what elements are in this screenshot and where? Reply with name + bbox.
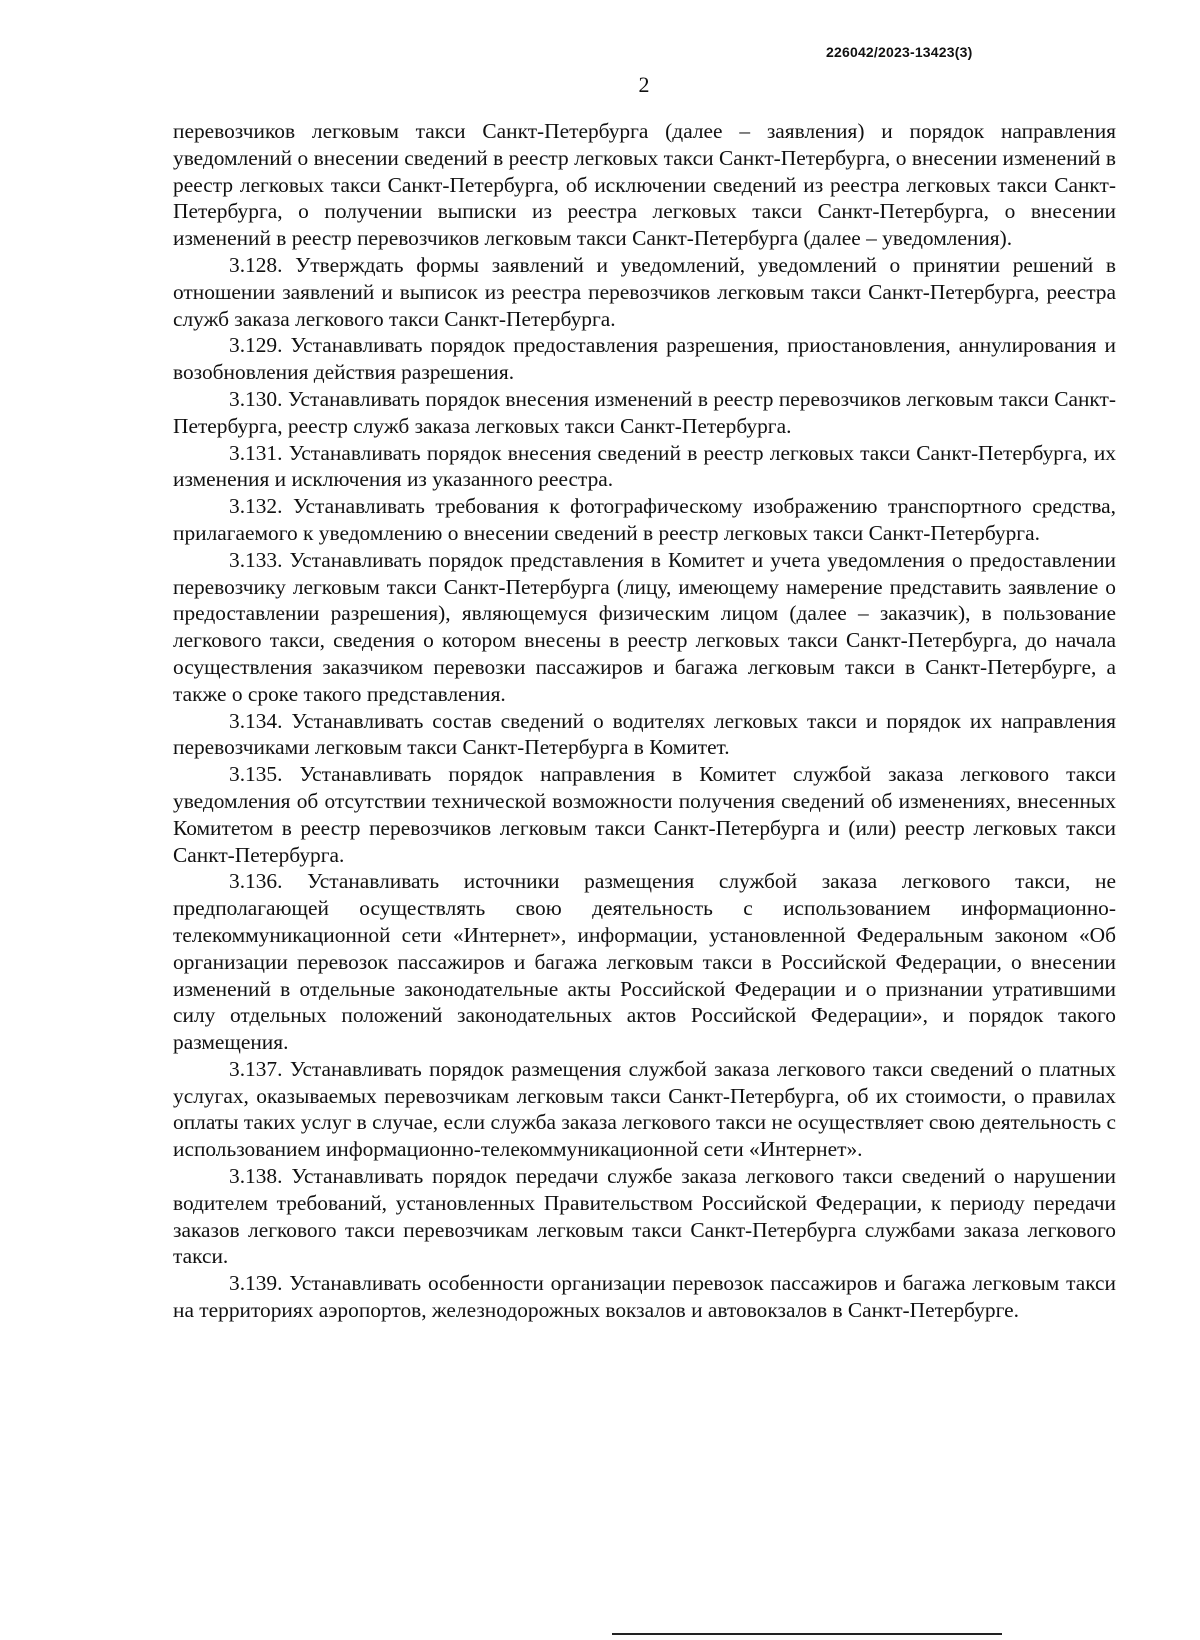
paragraph-3-134: 3.134. Устанавливать состав сведений о водителях легковых такси и порядок их направления перевозчиками легковым такси Санкт-Петербурга в Комитет. — [173, 708, 1116, 760]
paragraph-3-138: 3.138. Устанавливать порядок передачи службе заказа легкового такси сведений о нарушении водителем требований, установленных Правительством Российской Федерации, к периоду передачи заказов легкового такси перевозчикам легковым такси Санкт-Петербурга службами заказа легкового такси. — [173, 1164, 1116, 1269]
paragraph-3-132: 3.132. Устанавливать требования к фотографическому изображению транспортного средства, прилагаемого к уведомлению о внесении сведений в реестр легковых такси Санкт-Петербурга. — [173, 494, 1116, 545]
paragraph-3-129: 3.129. Устанавливать порядок предоставления разрешения, приостановления, аннулирования и возобновления действия разрешения. — [173, 333, 1116, 385]
paragraph-3-137: 3.137. Устанавливать порядок размещения службой заказа легкового такси сведений о платных услугах, оказываемых перевозчикам легковым такси Санкт-Петербурга, об их стоимости, о правилах оплаты таких услуг в случае, если служба заказа легкового такси не осуществляет свою деятельность с использованием информационно-телекоммуникационной сети «Интернет». — [173, 1056, 1116, 1162]
paragraph-3-136: 3.136. Устанавливать источники размещения службой заказа легкового такси, не предполагающей осуществлять свою деятельность с использованием информационно-телекоммуникационной сети «Интернет», информации, установленной Федеральным законом «Об организации перевозок пассажиров и багажа легковым такси в Российской Федерации, о внесении изменений в отдельные законодательные акты Российской Федерации и о признании утратившими силу отдельных положений законодательных актов Российской Федерации», и порядок такого размещения. — [173, 869, 1116, 1055]
page-number: 2 — [638, 72, 650, 97]
paragraph-3-135: 3.135. Устанавливать порядок направления в Комитет службой заказа легкового такси уведомления об отсутствии технической возможности получения сведений об изменениях, внесенных Комитетом в реестр перевозчиков легковым такси Санкт-Петербурга и (или) реестр легковых такси Санкт-Петербурга. — [173, 762, 1116, 867]
paragraph-continuation: перевозчиков легковым такси Санкт-Петербурга (далее – заявления) и порядок направления уведомлений о внесении сведений в реестр легковых такси Санкт-Петербурга, о внесении изменений в реестр легковых такси Санкт-Петербурга, об исключении сведений из реестра легковых такси Санкт-Петербурга, о получении выписки из реестра легковых такси Санкт-Петербурга, о внесении изменений в реестр перевозчиков легковым такси Санкт-Петербурга (далее – уведомления). — [173, 119, 1116, 251]
paragraph-3-128: 3.128. Утверждать формы заявлений и уведомлений, уведомлений о принятии решений в отношении заявлений и выписок из реестра перевозчиков легковым такси Санкт-Петербурга, реестра служб заказа легкового такси Санкт-Петербурга. — [173, 252, 1116, 331]
paragraph-3-139: 3.139. Устанавливать особенности организации перевозок пассажиров и багажа легковым такси на территориях аэропортов, железнодорожных вокзалов и автовокзалов в Санкт-Петербурге. — [173, 1271, 1116, 1323]
paragraph-3-130: 3.130. Устанавливать порядок внесения изменений в реестр перевозчиков легковым такси Санкт-Петербурга, реестр служб заказа легковых такси Санкт-Петербурга. — [173, 386, 1116, 438]
paragraph-3-131: 3.131. Устанавливать порядок внесения сведений в реестр легковых такси Санкт-Петербурга, их изменения и исключения из указанного реестра. — [173, 440, 1116, 492]
bottom-divider — [612, 1633, 1002, 1635]
document-body — [173, 118, 1116, 1324]
document-registration-number: 226042/2023-13423(3) — [826, 44, 973, 60]
paragraph-3-133: 3.133. Устанавливать порядок представления в Комитет и учета уведомления о предоставлении перевозчику легковым такси Санкт-Петербурга (лицу, имеющему намерение представить заявление о предоставлении разрешения), являющемуся физическим лицом (далее – заказчик), в пользование легкового такси, сведения о котором внесены в реестр легковых такси Санкт-Петербурга, до начала осуществления заказчиком перевозки пассажиров и багажа легковым такси в Санкт-Петербурге, а также о сроке такого представления. — [173, 547, 1116, 706]
